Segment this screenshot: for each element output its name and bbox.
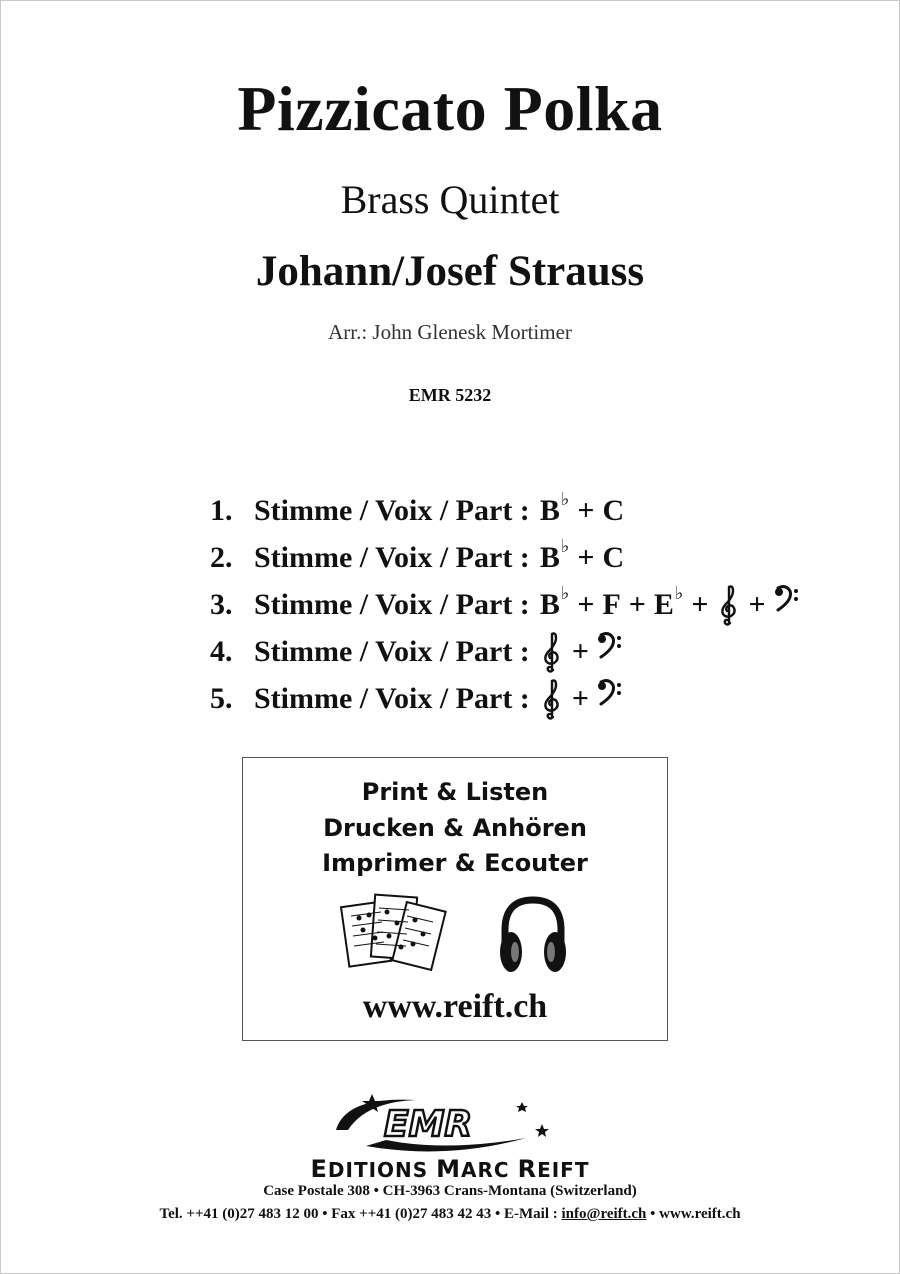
- catalog-number: EMR 5232: [408, 385, 492, 405]
- print-listen-box: [242, 757, 668, 1041]
- promo-line-english: Print & Listen: [361, 778, 549, 806]
- part-label: Stimme / Voix / Part :: [254, 493, 530, 527]
- plus-sign: +: [628, 587, 646, 621]
- part-row: [210, 487, 798, 534]
- part-number: 5.: [210, 681, 233, 715]
- part-row: [210, 581, 798, 628]
- key-e-flat: E ♭: [653, 583, 684, 621]
- arranger: Arr.: John Glenesk Mortimer: [328, 320, 572, 344]
- plus-sign: +: [571, 681, 589, 715]
- email-link[interactable]: info@reift.ch: [561, 1206, 647, 1222]
- svg-text:EMR: EMR: [384, 1104, 473, 1145]
- plus-sign: +: [691, 587, 709, 621]
- part-number: 3.: [210, 587, 233, 621]
- promo-line-german: Drucken & Anhören: [323, 814, 587, 842]
- promo-line-french: Imprimer & Ecouter: [322, 849, 588, 877]
- publisher-name: EDITIONS MARC REIFT: [310, 1155, 590, 1183]
- part-row: [210, 628, 798, 675]
- part-number: 2.: [210, 540, 233, 574]
- treble-clef-icon: [540, 677, 564, 721]
- treble-clef-icon: [717, 583, 741, 627]
- publisher-address: Case Postale 308 • CH-3963 Crans-Montana (Switzerland): [263, 1183, 637, 1199]
- headphones-icon: [495, 892, 571, 976]
- treble-clef-icon: [540, 630, 564, 674]
- key-c: C: [602, 493, 625, 527]
- key-c: C: [602, 540, 625, 574]
- contact-phone-fax: Tel. ++41 (0)27 483 12 00 • Fax ++41 (0)27 483 42 43 • E-Mail :: [159, 1206, 562, 1222]
- plus-sign: +: [577, 587, 595, 621]
- page-title: Pizzicato Polka: [237, 73, 663, 144]
- subtitle: Brass Quintet: [340, 177, 560, 222]
- key-b-flat: B ♭: [539, 536, 570, 574]
- bass-clef-icon: [597, 677, 621, 721]
- part-number: 1.: [210, 493, 233, 527]
- part-label: Stimme / Voix / Part :: [254, 681, 530, 715]
- plus-sign: +: [571, 634, 589, 668]
- website-link[interactable]: www.reift.ch: [362, 988, 548, 1025]
- publisher-contact: [0, 1206, 900, 1223]
- bass-clef-icon: [774, 583, 798, 627]
- plus-sign: +: [577, 540, 595, 574]
- parts-list: [210, 487, 798, 722]
- part-label: Stimme / Voix / Part :: [254, 540, 530, 574]
- emr-logo: [326, 1090, 566, 1154]
- sheet-music-icon: [337, 890, 449, 976]
- bass-clef-icon: [597, 630, 621, 674]
- plus-sign: +: [748, 587, 766, 621]
- part-row: [210, 675, 798, 722]
- composer: Johann/Josef Strauss: [255, 248, 645, 295]
- part-label: Stimme / Voix / Part :: [254, 587, 530, 621]
- contact-website: • www.reift.ch: [646, 1206, 741, 1222]
- key-b-flat: B ♭: [539, 583, 570, 621]
- part-row: [210, 534, 798, 581]
- plus-sign: +: [577, 493, 595, 527]
- key-f: F: [602, 587, 621, 621]
- key-b-flat: B ♭: [539, 489, 570, 527]
- part-number: 4.: [210, 634, 233, 668]
- part-label: Stimme / Voix / Part :: [254, 634, 530, 668]
